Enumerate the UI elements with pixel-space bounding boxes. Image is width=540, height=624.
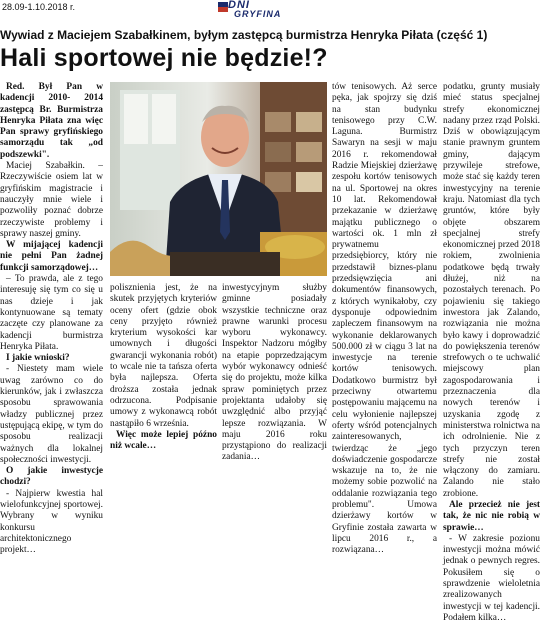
col3-paragraph: inwestycyjnym służby gminne posiadały wszystkie techniczne oraz prawne warunki procesu wyboru wykonawcy. Inspektor Nadzoru mógłby na etapie poprzedzającym wybór wykonawcy odnieść się do projektu, może kilka spraw pominiętych przez projektanta udałoby się uwzględnić albo przyjąć lepsze rozwiązania. W maju 2016 roku przystąpiono do realizacji zadania…	[222, 283, 327, 463]
col5-paragraph: podatku, grunty musiały mieć status specjalnej strefy ekonomicznej nadany przez rząd Polski. Dziś w obowiązującym stanie prawnym gruntem gminy, dającym przywileje strefowe, może stać się każdy teren inwestycyjny na terenie kraju. Natomiast dla tych gruntów, które były objęte obszarem specjalnej strefy ekonomicznej przed 2018 rokiem, zwolnienia podatkowe będą trwały dłużej, niż na pozostałych terenach. Po pojawieniu się takiego inwestora jak Zalando, rozwiązania nie można było kawy i doprowadzić do powiększenia terenów strefowych o te uchwalić miejscowy plan zagospodarowania i przeznaczenia dla nowych terenów i uzyskania zgodę z ministerstwa rolnictwa na ich odrolnienie. Nie z tych przyczyn teren strefy nie został włączony do zamiaru. Zalando nie stało zrobione.	[443, 82, 540, 499]
text-column-5	[443, 82, 540, 623]
text-column-2	[110, 283, 217, 452]
col4-paragraph: tów tenisowych. Aż serce pęka, jak spojrzy się dziś na stan budynku tenisowego przy C.W. Laguna. Burmistrz Sawaryn na sesji w maju 2016 r. rekomendował Radzie Miejskiej dzierżawę zespołu kortów tenisowych na ul. Sportowej na okres 10 lat. Rekomendował przekazanie w dzierżawę majątku publicznego o wartości ok. 1 mln zł prywatnemu przedsiębiorcy, który nie przedstawił biznes-planu przedsięwzięcia ani dokumentów finansowych, z których wynikałoby, czy dysponuje odpowiednim zapleczem finansowym na wykonanie deklarowanych 500.000 zł w ciągu 3 lat na inwestycje na terenie kortów tenisowych. Dodatkowo burmistrz był przeciwny otwartemu postępowaniu mającemu na celu wyłonienie najlepszej oferty wśród potencjalnych zainteresowanych, twierdząc że „jego doświadczenie gospodarcze wskazuje na to, że nie możemy sobie pozwolić na oddalanie rozwiązania tego problemu". Umowa dzierżawy kortów w Gryfinie została zawarta w lipcu 2016 r., a rozwiązana…	[332, 82, 437, 556]
col5-paragraph: Ale przecież nie jest tak, że nic nie robią w sprawie…	[443, 499, 540, 533]
col2-paragraph: polisznienia jest, że na skutek przyjętych kryteriów oceny ofert (gdzie obok ceny przyjęto również kryterium wysokości kar umownych i długości gwarancji wykonania robót) to wcale nie ta tańsza oferta była najlepsza. Oferta droższa została jednak odrzucona. Podpisanie umowy z wykonawcą robót nastąpiło 6 września.	[110, 283, 217, 429]
col1-paragraph: I jakie wnioski?	[6, 353, 70, 364]
col1-paragraph: – To prawda, ale z tego interesuję się tym co się u nas dzieje i jak kontynuowane są tematy zaczęte czy planowane za kadencji burmistrza Henryka Piłata.	[0, 274, 103, 352]
col1-paragraph: Maciej Szabałkin. – Rzeczywiście osiem lat w gryfińskim magistracie i nauczyły mnie wiele i pozwoliły poznać dobrze rzeczywiste problemy i sprawy naszej gminy.	[0, 161, 103, 239]
text-column-1	[0, 82, 103, 556]
text-column-4	[332, 82, 437, 556]
col1-paragraph: O jakie inwestycje chodzi?	[0, 466, 103, 488]
interview-photo	[110, 82, 327, 276]
issue-date: 28.09-1.10.2018 r.	[2, 2, 76, 12]
col5-paragraph: - W zakresie pozionu inwestycji można mówić jednak o pewnych regres. Pokusiłem się o sprawdzenie wieloletnia zrealizowanych inwestycji w tej kadencji. Podałem kilka…	[443, 533, 540, 623]
col2-paragraph: Więc może lepiej późno niż wcale…	[110, 429, 217, 452]
col1-paragraph: W mijającej kadencji nie pełni Pan żadnej funkcji samorządowej…	[0, 240, 103, 273]
article-subtitle: Wywiad z Maciejem Szabałkinem, byłym zastępcą burmistrza Henryka Piłata (część 1)	[0, 28, 488, 42]
logo-line1: DNI	[228, 0, 250, 11]
flag-icon	[218, 2, 228, 12]
article-title: Hali sportowej nie będzie!?	[0, 44, 328, 72]
text-column-3	[222, 283, 327, 463]
newspaper-logo	[218, 0, 282, 22]
col1-paragraph: - Niestety mam wiele uwag zarówno co do kierunków, jak i zwłaszcza sposobu sprawowania władzy publicznej przez ustępującą ekipę, w tym do sposobu realizacji ważnych dla lokalnej społeczności inwestycji.	[0, 364, 103, 465]
portrait-image	[110, 82, 327, 276]
logo-line2: GRYFINA	[234, 9, 282, 19]
col1-paragraph: - Najpierw kwestia hal wielofunkcyjnej sportowej. Wybrany w wyniku konkursu architektonicznego projekt…	[0, 488, 103, 556]
col1-paragraph: Red. Był Pan w kadencji 2010- 2014 zastępcą Br. Burmistrza Henryka Piłata zna więc Pan sprawy gryfińskiego samorządu tak „od podszewki".	[0, 82, 103, 160]
